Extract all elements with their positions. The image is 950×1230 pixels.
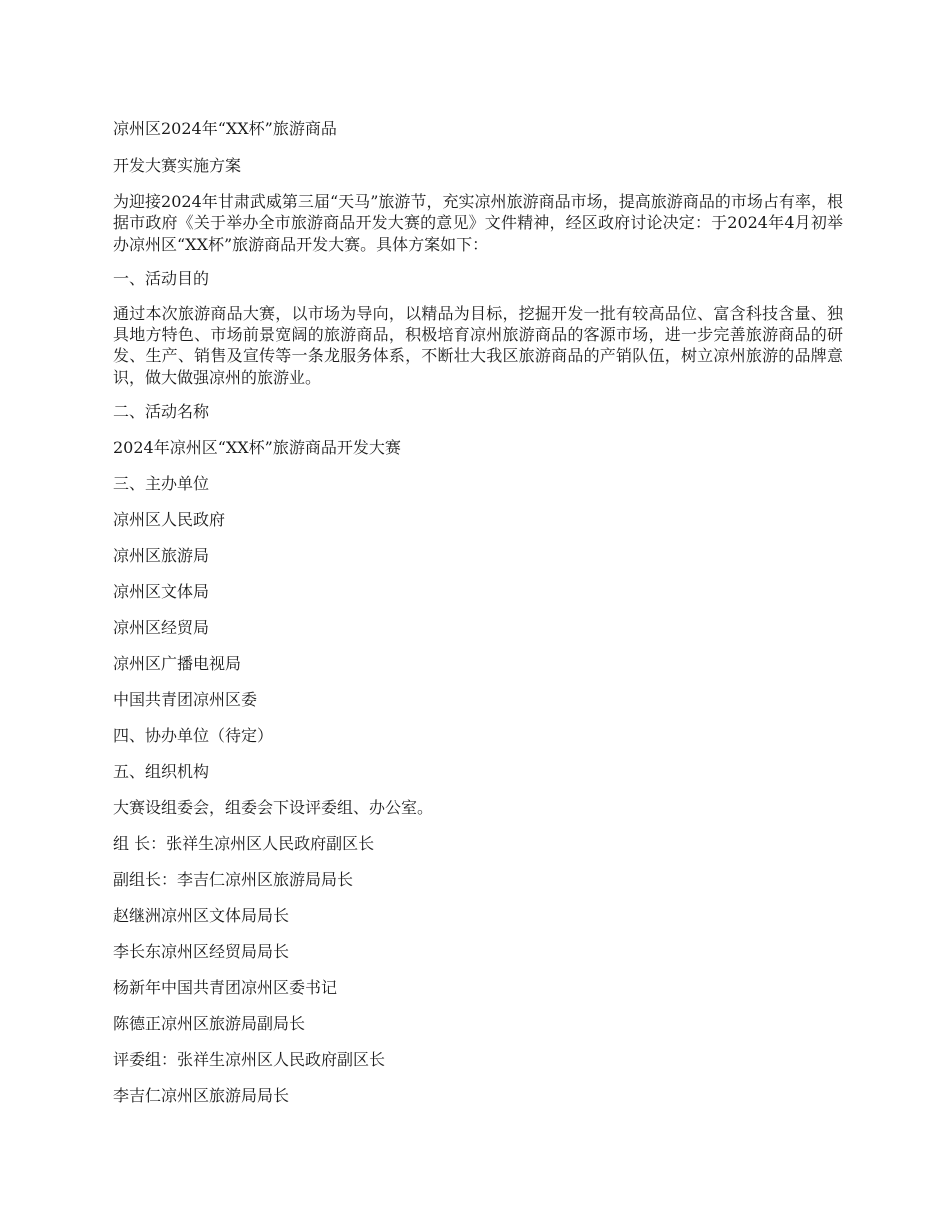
intro-paragraph: 为迎接2024年甘肃武威第三届“天马”旅游节，充实凉州旅游商品市场，提高旅游商品的市场占有率，根据市政府《关于举办全市旅游商品开发大赛的意见》文件精神，经区政府讨论决定：于2024年4月初举办凉州区“XX杯”旅游商品开发大赛。具体方案如下：: [113, 192, 843, 254]
organizer-item: 凉州区文体局: [113, 582, 210, 602]
committee-line: 组 长：张祥生凉州区人民政府副区长: [113, 834, 375, 854]
organizer-item: 凉州区人民政府: [113, 510, 226, 530]
committee-line: 评委组：张祥生凉州区人民政府副区长: [113, 1050, 386, 1070]
section-4-heading: 四、协办单位（待定）: [113, 726, 274, 746]
committee-line: 李长东凉州区经贸局局长: [113, 942, 290, 962]
committee-line: 陈德正凉州区旅游局副局长: [113, 1014, 306, 1034]
committee-line: 赵继洲凉州区文体局局长: [113, 906, 290, 926]
section-2-body: 2024年凉州区“XX杯”旅游商品开发大赛: [113, 438, 401, 458]
document-title-line-2: 开发大赛实施方案: [113, 156, 242, 175]
organizer-item: 凉州区旅游局: [113, 546, 210, 566]
section-1-heading: 一、活动目的: [113, 268, 210, 288]
section-1-body: 通过本次旅游商品大赛，以市场为导向，以精品为目标，挖掘开发一批有较高品位、富含科技含量、独具地方特色、市场前景宽阔的旅游商品，积极培育凉州旅游商品的客源市场，进一步完善旅游商品的研发、生产、销售及宣传等一条龙服务体系，不断壮大我区旅游商品的产销队伍，树立凉州旅游的品牌意识，做大做强凉州的旅游业。: [113, 303, 843, 387]
section-2-heading: 二、活动名称: [113, 402, 210, 422]
organizer-item: 中国共青团凉州区委: [113, 690, 258, 710]
section-3-heading: 三、主办单位: [113, 474, 210, 494]
committee-line: 杨新年中国共青团凉州区委书记: [113, 978, 338, 998]
section-5-intro: 大赛设组委会，组委会下设评委组、办公室。: [113, 798, 434, 818]
organizer-item: 凉州区经贸局: [113, 618, 210, 638]
section-5-heading: 五、组织机构: [113, 762, 210, 782]
committee-line: 李吉仁凉州区旅游局局长: [113, 1086, 290, 1106]
document-title-line-1: 凉州区2024年“XX杯”旅游商品: [113, 119, 337, 138]
document-page: [113, 117, 843, 1120]
committee-line: 副组长：李吉仁凉州区旅游局局长: [113, 870, 354, 890]
organizer-item: 凉州区广播电视局: [113, 654, 242, 674]
